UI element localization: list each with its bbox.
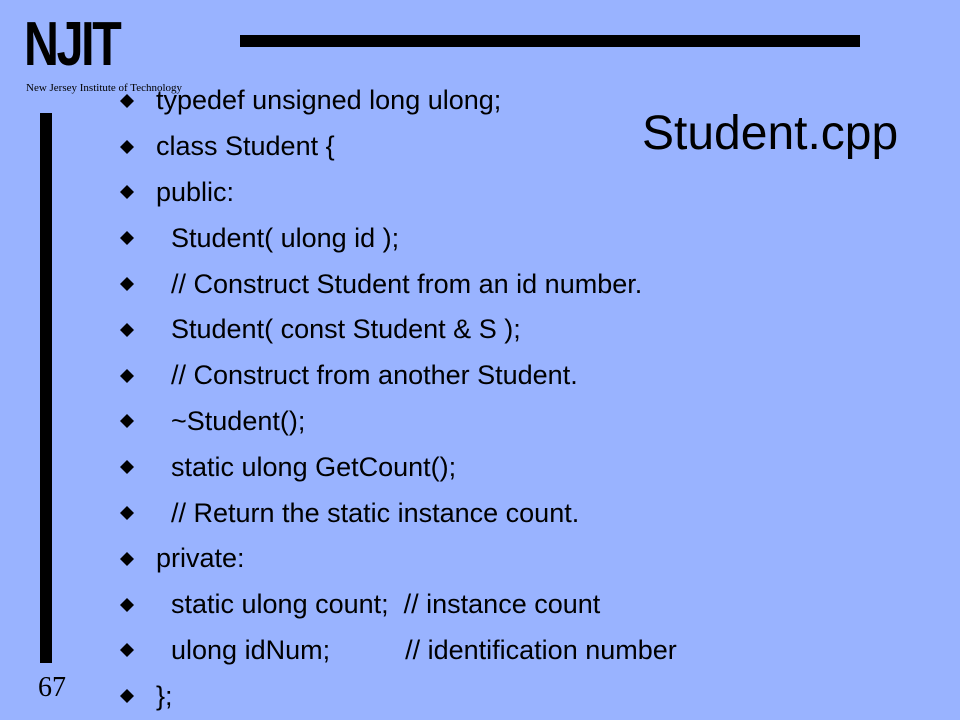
code-line — [120, 261, 677, 307]
code-line — [120, 399, 677, 445]
page-number: 67 — [38, 672, 66, 703]
code-line — [120, 170, 677, 216]
diamond-bullet-icon — [120, 506, 134, 520]
code-listing — [120, 78, 677, 719]
code-line — [120, 353, 677, 399]
code-line-text: Student( const Student & S ); — [156, 314, 521, 345]
diamond-bullet-icon — [120, 231, 134, 245]
code-line — [120, 124, 677, 170]
slide-title: Student.cpp — [642, 107, 899, 160]
top-decorative-rule — [240, 35, 860, 47]
diamond-bullet-icon — [120, 414, 134, 428]
code-line-text: }; — [156, 680, 173, 711]
diamond-bullet-icon — [120, 323, 134, 337]
diamond-bullet-icon — [120, 598, 134, 612]
code-line-text: Student( ulong id ); — [156, 222, 400, 253]
code-line-text: private: — [156, 543, 245, 574]
code-line — [120, 490, 677, 536]
diamond-bullet-icon — [120, 140, 134, 154]
code-line — [120, 536, 677, 582]
diamond-bullet-icon — [120, 552, 134, 566]
code-line-text: typedef unsigned long ulong; — [156, 85, 502, 116]
diamond-bullet-icon — [120, 460, 134, 474]
code-line-text: // Return the static instance count. — [156, 497, 580, 528]
diamond-bullet-icon — [120, 94, 134, 108]
code-line — [120, 78, 677, 124]
code-line — [120, 307, 677, 353]
diamond-bullet-icon — [120, 277, 134, 291]
code-line-text: static ulong count; // instance count — [156, 589, 601, 620]
diamond-bullet-icon — [120, 689, 134, 703]
diamond-bullet-icon — [120, 185, 134, 199]
code-line-text: ~Student(); — [156, 405, 306, 436]
code-line-text: static ulong GetCount(); — [156, 451, 457, 482]
side-decorative-rule — [40, 113, 52, 663]
code-line-text: public: — [156, 176, 235, 207]
code-line-text: // Construct Student from an id number. — [156, 268, 643, 299]
diamond-bullet-icon — [120, 643, 134, 657]
code-line — [120, 628, 677, 674]
code-line — [120, 444, 677, 490]
code-line-text: class Student { — [156, 131, 335, 162]
code-line-text: ulong idNum; // identification number — [156, 634, 677, 665]
logo-subtitle: New Jersey Institute of Technology — [26, 82, 183, 94]
code-line — [120, 673, 677, 719]
diamond-bullet-icon — [120, 369, 134, 383]
logo-wordmark: NJIT — [24, 10, 120, 79]
code-line — [120, 215, 677, 261]
code-line — [120, 582, 677, 628]
code-line-text: // Construct from another Student. — [156, 360, 578, 391]
